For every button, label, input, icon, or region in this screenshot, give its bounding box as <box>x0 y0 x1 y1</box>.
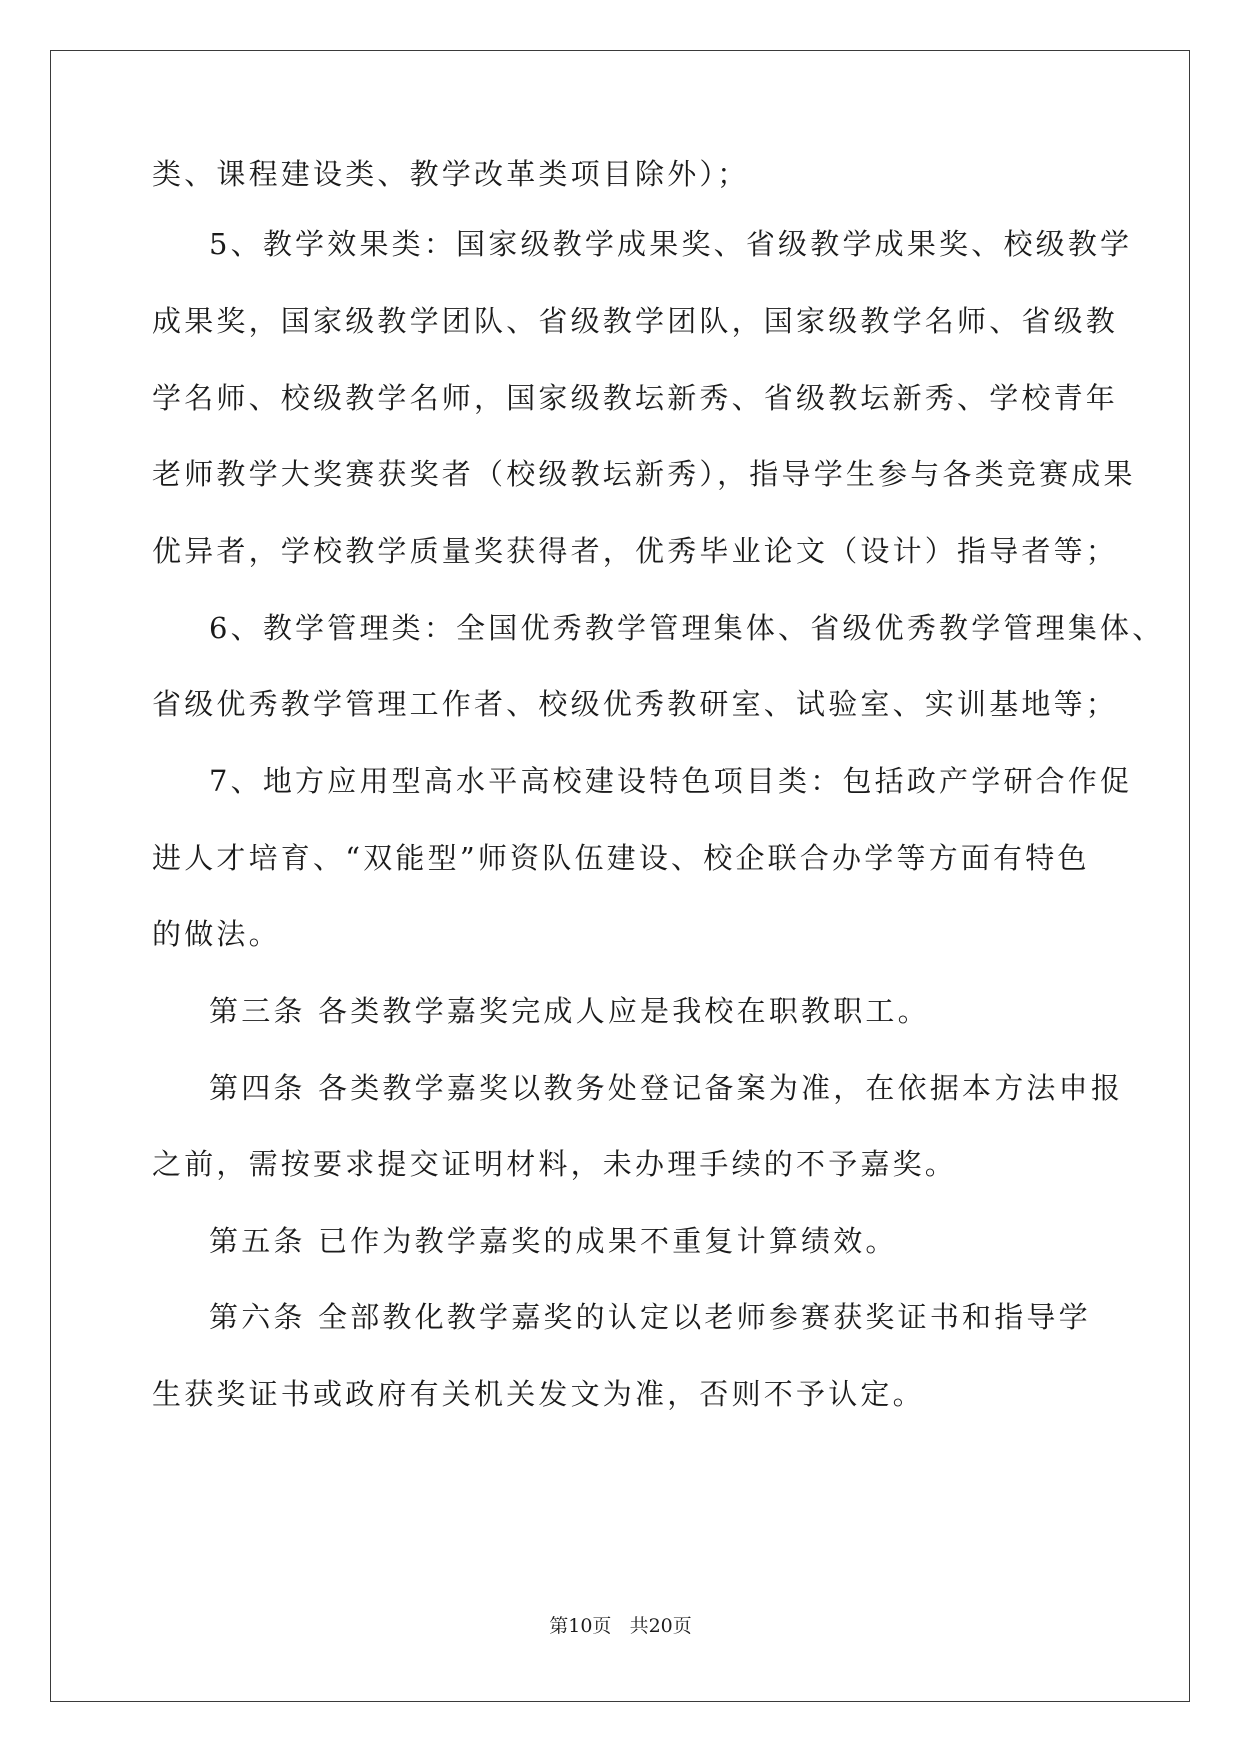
line-4: 学名师、校级教学名师，国家级教坛新秀、省级教坛新秀、学校青年 <box>152 381 1119 415</box>
line-9: 7、地方应用型高水平高校建设特色项目类：包括政产学研合作促 <box>209 764 1133 798</box>
line-17: 生获奖证书或政府有关机关发文为准，否则不予认定。 <box>152 1377 925 1411</box>
line-10: 进人才培育、“双能型”师资队伍建设、校企联合办学等方面有特色 <box>152 841 1090 875</box>
line-6: 优异者，学校教学质量奖获得者，优秀毕业论文（设计）指导者等； <box>152 534 1119 568</box>
line-15: 第五条 已作为教学嘉奖的成果不重复计算绩效。 <box>209 1224 898 1258</box>
total-pages: 共20页 <box>629 1615 692 1637</box>
line-12: 第三条 各类教学嘉奖完成人应是我校在职教职工。 <box>209 994 930 1028</box>
current-page-number: 第10页 <box>549 1615 612 1637</box>
line-13: 第四条 各类教学嘉奖以教务处登记备案为准，在依据本方法申报 <box>209 1071 1124 1105</box>
page-footer <box>0 1612 1241 1640</box>
line-7: 6、教学管理类：全国优秀教学管理集体、省级优秀教学管理集体、 <box>209 611 1165 645</box>
line-3: 成果奖，国家级教学团队、省级教学团队，国家级教学名师、省级教 <box>152 304 1119 338</box>
line-16: 第六条 全部教化教学嘉奖的认定以老师参赛获奖证书和指导学 <box>209 1300 1091 1334</box>
line-2: 5、教学效果类：国家级教学成果奖、省级教学成果奖、校级教学 <box>209 227 1133 261</box>
line-11: 的做法。 <box>152 917 281 951</box>
line-14: 之前，需按要求提交证明材料，未办理手续的不予嘉奖。 <box>152 1147 958 1181</box>
line-5: 老师教学大奖赛获奖者（校级教坛新秀），指导学生参与各类竞赛成果 <box>152 457 1136 491</box>
line-1: 类、课程建设类、教学改革类项目除外）； <box>152 157 750 191</box>
line-8: 省级优秀教学管理工作者、校级优秀教研室、试验室、实训基地等； <box>152 687 1119 721</box>
